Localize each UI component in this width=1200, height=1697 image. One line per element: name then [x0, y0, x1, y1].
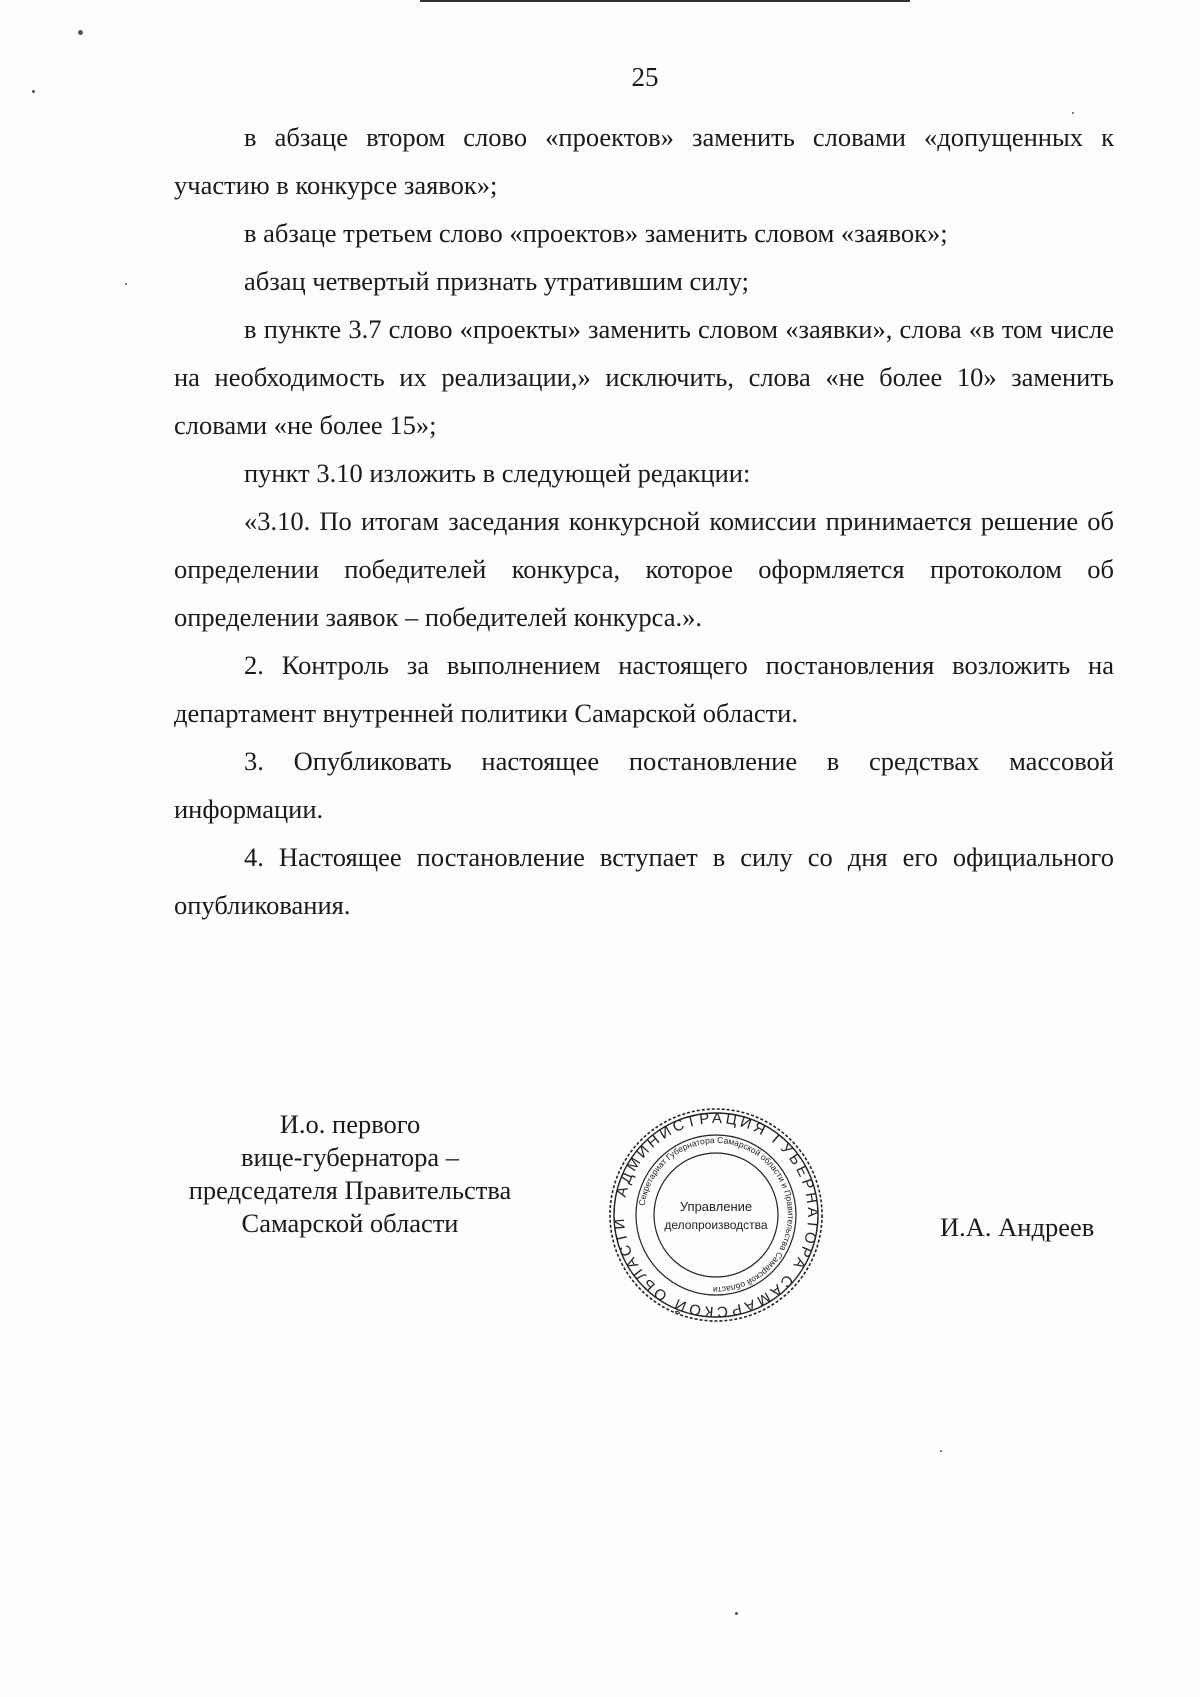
signatory-name: И.А. Андреев — [940, 1212, 1095, 1242]
position-line: Самарской области — [241, 1208, 459, 1238]
document-body — [174, 113, 1114, 929]
paragraph-3: абзац четвертый признать утратившим силу; — [244, 266, 749, 296]
signatory-position — [170, 1108, 530, 1240]
seal-center-line: Управление — [679, 1199, 753, 1214]
paragraph-1: в абзаце втором слово «проектов» заменить словами «допущенных к участию в конкурсе заявок»; — [174, 122, 1114, 200]
scan-speck — [32, 90, 35, 93]
page-number: 25 — [631, 62, 659, 92]
seal-outer-text: АДМИНИСТРАЦИЯ ГУБЕРНАТОРА САМАРСКОЙ ОБЛАСТИ — [610, 1109, 822, 1321]
position-line: председателя Правительства — [188, 1175, 512, 1205]
scan-speck — [125, 283, 127, 285]
seal-inner-ring-text: Секретариат Губернатора Самарской области и Правительства Самарской области — [636, 1134, 797, 1296]
paragraph-6: «3.10. По итогам заседания конкурсной комиссии принимается решение об определении победителей конкурса, которое оформляется протоколом об определении заявок – победителей конкурса.». — [174, 506, 1114, 632]
scan-speck — [735, 1612, 738, 1615]
paragraph-2: в абзаце третьем слово «проектов» заменить словом «заявок»; — [244, 218, 948, 248]
scan-speck — [78, 30, 83, 35]
scan-top-edge — [420, 0, 910, 2]
paragraph-4: в пункте 3.7 слово «проекты» заменить словом «заявки», слова «в том числе на необходимость их реализации,» исключить, слова «не более 10» заменить словами «не более 15»; — [174, 314, 1114, 440]
paragraph-9: 4. Настоящее постановление вступает в силу со дня его официального опубликования. — [174, 842, 1114, 920]
official-seal — [606, 1105, 826, 1325]
scan-speck — [1072, 112, 1074, 114]
paragraph-7: 2. Контроль за выполнением настоящего постановления возложить на департамент внутренней политики Самарской области. — [174, 650, 1114, 728]
svg-text:Секретариат Губернатора Самарс — [637, 1135, 796, 1295]
paragraph-8: 3. Опубликовать настоящее постановление в средствах массовой информации. — [174, 746, 1114, 824]
position-line: И.о. первого — [279, 1109, 421, 1139]
seal-center-line: делопроизводства — [664, 1218, 768, 1232]
paragraph-5: пункт 3.10 изложить в следующей редакции: — [244, 458, 751, 488]
scan-speck — [940, 1450, 942, 1452]
position-line: вице-губернатора – — [240, 1142, 459, 1172]
